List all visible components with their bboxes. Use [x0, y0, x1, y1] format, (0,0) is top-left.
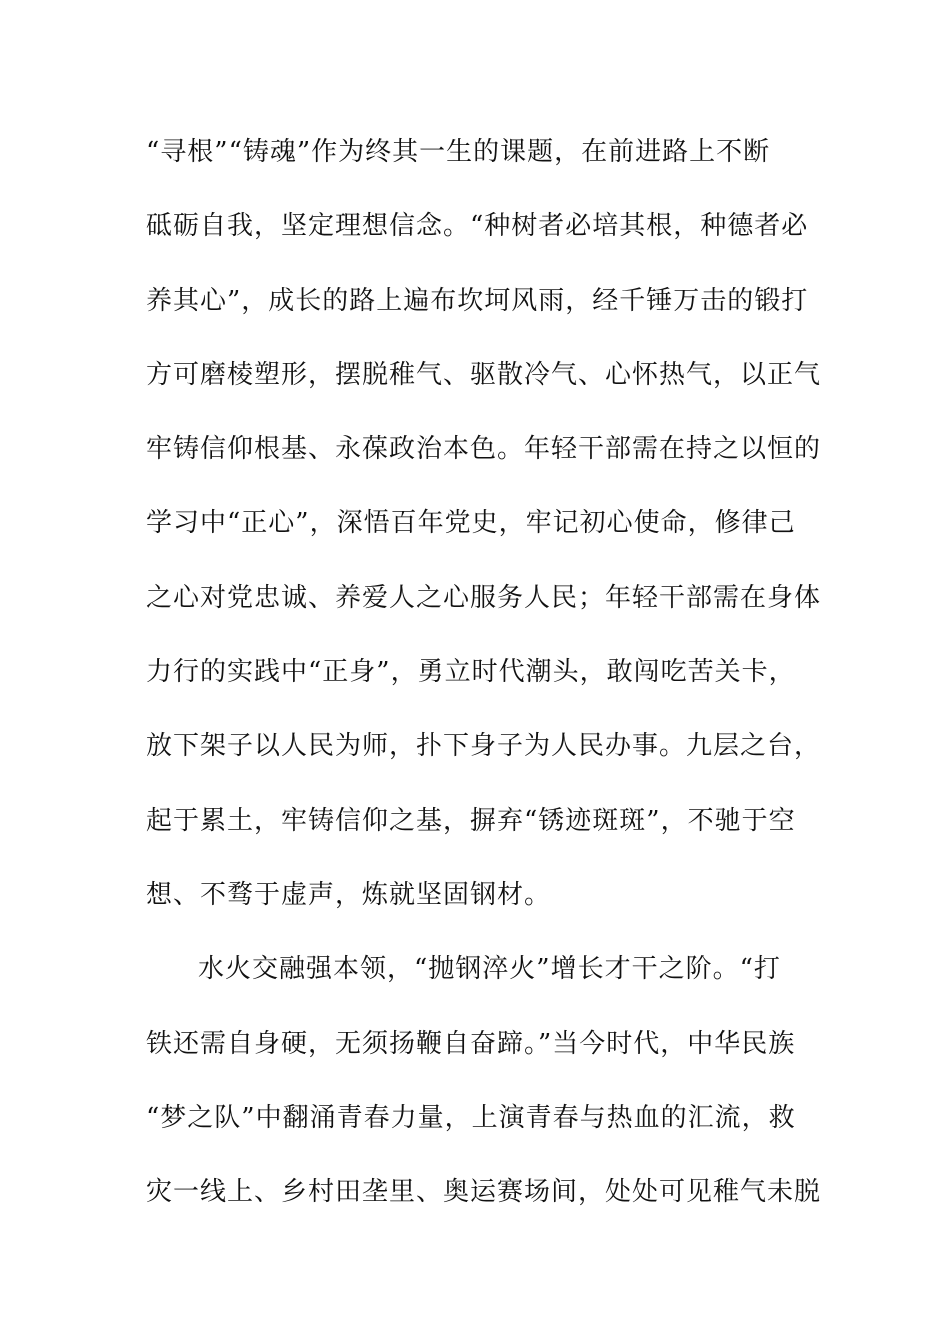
- text-line: 力行的实践中“正身”，勇立时代潮头，敢闯吃苦关卡，: [146, 657, 796, 688]
- text-line: 砥砺自我，坚定理想信念。“种树者必培其根，种德者必: [146, 211, 809, 242]
- text-line: 牢铸信仰根基、永葆政治本色。年轻干部需在持之以恒的: [146, 434, 822, 465]
- text-line: “梦之队”中翻涌青春力量，上演青春与热血的汇流，救: [146, 1102, 796, 1133]
- text-line: “寻根”“铸魂”作为终其一生的课题，在前进路上不断: [146, 137, 771, 167]
- text-line: 之心对党忠诚、养爱人之心服务人民；年轻干部需在身体: [146, 582, 822, 613]
- paragraph-first-line: 水火交融强本领，“抛钢淬火”增长才干之阶。“打: [198, 954, 781, 985]
- text-line: 铁还需自身硬，无须扬鞭自奋蹄。”当今时代，中华民族: [146, 1028, 796, 1059]
- text-line: 起于累土，牢铸信仰之基，摒弃“锈迹斑斑”，不驰于空: [146, 805, 796, 836]
- text-line: 养其心”，成长的路上遍布坎坷风雨，经千锤万击的锻打: [146, 285, 809, 316]
- body-text: [146, 125, 822, 1239]
- text-line: 放下架子以人民为师，扑下身子为人民办事。九层之台，: [146, 731, 822, 762]
- text-line: 学习中“正心”，深悟百年党史，牢记初心使命，修律己: [146, 508, 796, 539]
- text-line: 方可磨棱塑形，摆脱稚气、驱散冷气、心怀热气，以正气: [146, 359, 822, 390]
- text-line: 想、不骛于虚声，炼就坚固钢材。: [146, 879, 552, 910]
- text-line: 灾一线上、乡村田垄里、奥运赛场间，处处可见稚气未脱: [146, 1177, 822, 1208]
